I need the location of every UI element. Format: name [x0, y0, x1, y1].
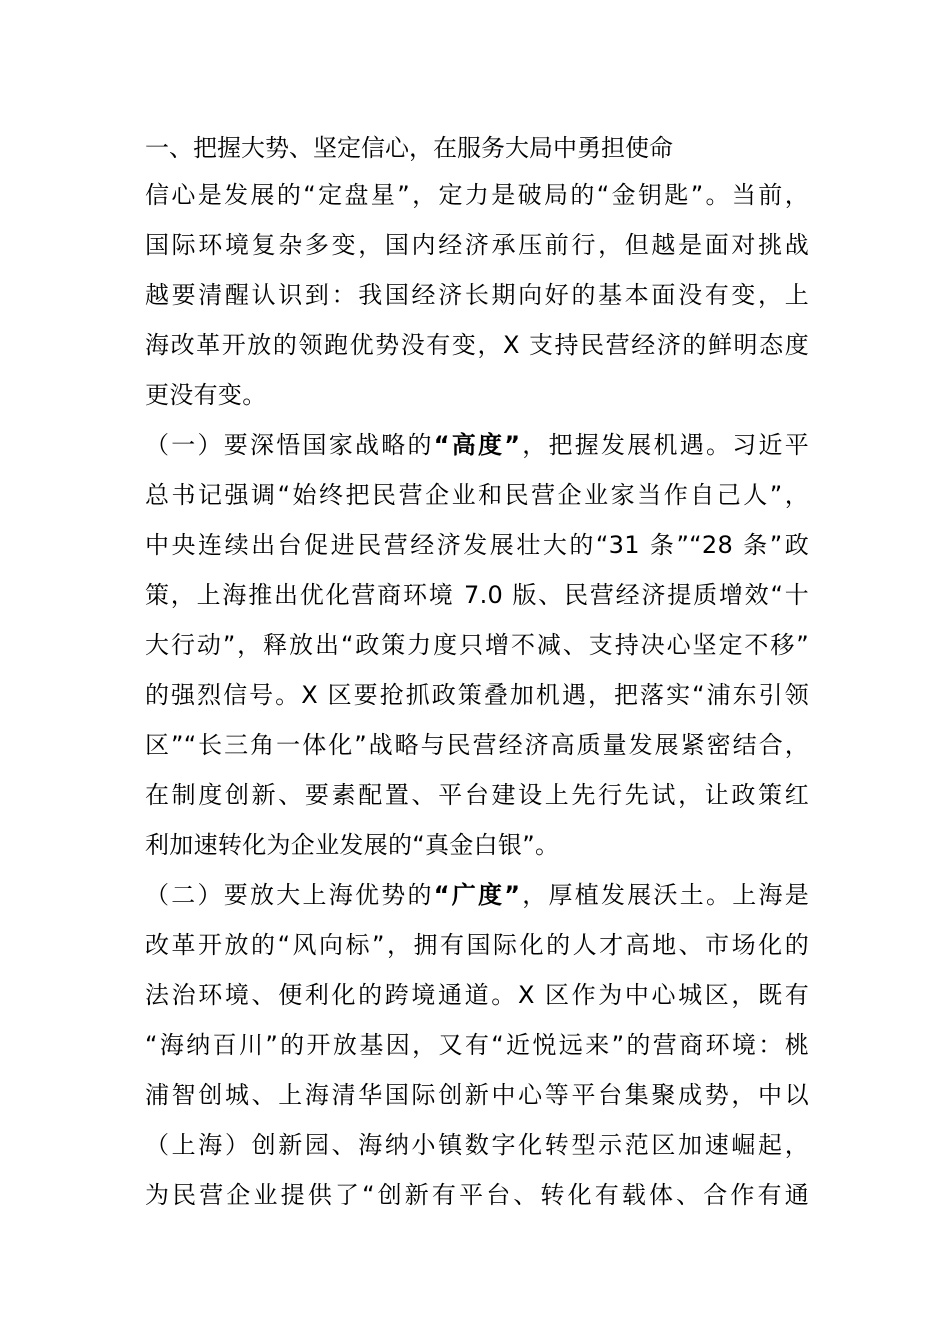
paragraph-line: 策，上海推出优化营商环境 7.0 版、民营经济提质增效“十	[145, 581, 809, 609]
paragraph-line: 在制度创新、要素配置、平台建设上先行先试，让政策红	[145, 781, 809, 809]
paragraph-line: 更没有变。	[145, 381, 267, 409]
paragraph-3	[145, 870, 809, 1220]
paragraph-line: 浦智创城、上海清华国际创新中心等平台集聚成势，中以	[145, 1081, 809, 1109]
paragraph-lead-line	[145, 870, 809, 920]
paragraph-line: 利加速转化为企业发展的“真金白银”。	[145, 831, 560, 859]
paragraph-lead-line	[145, 420, 809, 470]
lead-text: （二）要放大上海优势的	[145, 881, 434, 909]
paragraph-line: 总书记强调“始终把民营企业和民营企业家当作自己人”，	[145, 481, 809, 509]
paragraph-line: （上海）创新园、海纳小镇数字化转型示范区加速崛起，	[145, 1131, 809, 1159]
paragraph-line: 区”“长三角一体化”战略与民营经济高质量发展紧密结合，	[145, 731, 809, 759]
paragraph-line: 为民营企业提供了“创新有平台、转化有载体、合作有通	[145, 1181, 809, 1209]
lead-text: （一）要深悟国家战略的	[145, 431, 434, 459]
paragraph-line: 大行动”，释放出“政策力度只增不减、支持决心坚定不移”	[145, 631, 809, 659]
emphasis-text: “广度”	[433, 881, 521, 909]
paragraph-line: 中央连续出台促进民营经济发展壮大的“31 条”“28 条”政	[145, 531, 809, 559]
lead-text: ，厚植发展沃土。上海是	[520, 881, 809, 909]
paragraph-line: “海纳百川”的开放基因，又有“近悦远来”的营商环境：桃	[145, 1031, 809, 1059]
paragraph-line: 信心是发展的“定盘星”，定力是破局的“金钥匙”。当前，	[145, 181, 809, 209]
paragraph-1	[145, 170, 809, 420]
paragraph-line: 国际环境复杂多变，国内经济承压前行，但越是面对挑战	[145, 231, 809, 259]
paragraph-2	[145, 420, 809, 870]
lead-text: ，把握发展机遇。习近平	[520, 431, 809, 459]
section-heading: 一、把握大势、坚定信心，在服务大局中勇担使命	[145, 134, 673, 162]
paragraph-line: 越要清醒认识到：我国经济长期向好的基本面没有变，上	[145, 281, 809, 309]
document-page	[145, 126, 809, 1220]
emphasis-text: “高度”	[433, 431, 521, 459]
paragraph-line: 改革开放的“风向标”，拥有国际化的人才高地、市场化的	[145, 931, 809, 959]
paragraph-line: 海改革开放的领跑优势没有变，X 支持民营经济的鲜明态度	[145, 331, 809, 359]
paragraph-line: 法治环境、便利化的跨境通道。X 区作为中心城区，既有	[145, 981, 809, 1009]
paragraph-line: 的强烈信号。X 区要抢抓政策叠加机遇，把落实“浦东引领	[145, 681, 809, 709]
